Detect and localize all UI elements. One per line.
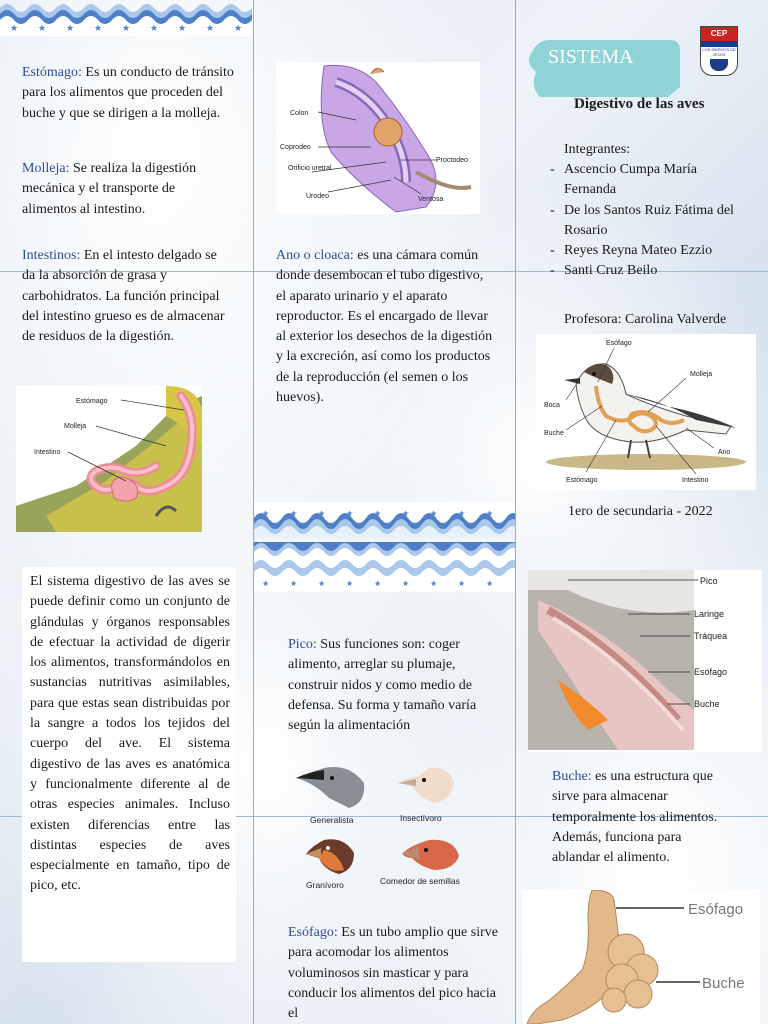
wave-border-middle-2 <box>254 542 515 592</box>
figure-label-intestino: Intestino <box>34 449 61 456</box>
cloaca-label-colon: Colon <box>290 110 309 117</box>
wave-border-middle-1 <box>254 502 515 538</box>
estomago-label: Estómago: <box>22 65 82 80</box>
bird-label-estomago: Estómago <box>566 477 598 484</box>
logo-text: CEP <box>701 27 737 41</box>
figure-label-estomago: Estómago <box>76 398 108 405</box>
estomago-paragraph <box>22 63 237 124</box>
molleja-text: Se realiza la digestión mecánica y el transporte de alimentos al intestino. <box>22 161 197 217</box>
photo-label-buche: Buche <box>694 699 720 709</box>
intro-paragraph: El sistema digestivo de las aves se puede definir como un conjunto de glándulas y órganos responsables de efectuar la actividad de digerir los alimentos, transformándolos en sustancias nutritivas asimilables, para que estas sean distribuidas por la sangre a todos los tejidos del cuerpo del ave. El sistema digestivo de las aves es anatómica y funcionalmente diferente al de otras especies animales. Incluso existen diferencias entre las distintas especies de aves especialmente en tamaño, tipo de pico, etc. <box>30 574 230 894</box>
cloaca-label-coprodeo: Coprodeo <box>280 144 311 151</box>
esofago-label: Esófago: <box>288 925 338 940</box>
bird-label-buche: Buche <box>544 430 564 437</box>
beak-label-insectivoro: Insectívoro <box>400 813 442 823</box>
esofago-paragraph <box>288 923 500 1024</box>
photo-label-pico: Pico <box>700 576 718 586</box>
crop-figure <box>522 890 760 1024</box>
molleja-paragraph <box>22 159 227 220</box>
member-item: - De los Santos Ruiz Fátima del Rosario <box>550 202 734 238</box>
school-logo <box>700 26 738 76</box>
ano-label: Ano o cloaca: <box>276 248 354 263</box>
pico-text: Sus funciones son: coger alimento, arreglar su plumaje, construir nidos y como medio de defensa. Su forma y tamaño varía según la alimentación <box>288 637 477 734</box>
subtitle: Digestivo de las aves <box>574 96 705 112</box>
fold-line-right <box>515 0 516 1024</box>
intestinos-paragraph <box>22 246 227 347</box>
beak-generalista <box>296 767 364 808</box>
beak-comedor-semillas <box>402 840 459 870</box>
beak-label-generalista: Generalista <box>310 815 354 825</box>
teacher: Profesora: Carolina Valverde <box>564 312 727 327</box>
dissection-photo-figure <box>528 570 762 752</box>
cloaca-label-ventosa: Ventosa <box>418 196 444 203</box>
member-item: - Reyes Reyna Mateo Ezzio <box>550 243 713 259</box>
bird-label-ano: Ano <box>718 449 731 456</box>
integrantes-label: Integrantes: <box>564 142 631 157</box>
ano-text: es una cámara común donde desembocan el tubo digestivo, el aparato urinario y el aparato reproductor. Es el encargado de llevar al exterior los desechos de la digestión y la excreción, así como los productos de la reproducción (el semen o los huevos). <box>276 248 493 406</box>
bird-digestive-figure <box>536 334 756 490</box>
finch-digestive-figure <box>16 386 202 532</box>
crop-label-buche: Buche <box>702 975 745 992</box>
buche-paragraph <box>552 767 732 868</box>
estomago-text: Es un conducto de tránsito para los alimentos que proceden del buche y que se dirigen a la molleja. <box>22 65 234 121</box>
cloaca-label-orificio: Orificio uretral <box>288 165 332 172</box>
beak-types-figure <box>294 758 490 892</box>
cloaca-label-urodeo: Urodeo <box>306 193 329 200</box>
intestinos-text: En el intesto delgado se da la absorción de grasa y carbohidratos. La función principal del intestino grueso es de almacenar de residuos de la digestión. <box>22 248 225 345</box>
crop-label-esofago: Esófago <box>688 901 744 918</box>
bird-label-boca: Boca <box>544 402 560 409</box>
bird-label-esofago: Esófago <box>606 340 632 347</box>
photo-label-esofago: Esófago <box>694 667 728 677</box>
beak-label-comedor-semillas: Comedor de semillas <box>380 876 460 886</box>
buche-text: es una estructura que sirve para almacenar temporalmente los alimentos. Además, funciona para ablandar el alimento. <box>552 769 718 866</box>
beak-granivoro <box>306 839 354 874</box>
photo-label-laringe: Laringe <box>694 609 725 619</box>
wave-border-top-left <box>0 0 252 36</box>
bird-label-molleja: Molleja <box>690 371 713 378</box>
pico-paragraph <box>288 635 498 736</box>
bird-label-intestino: Intestino <box>682 477 709 484</box>
molleja-label: Molleja: <box>22 161 70 176</box>
beak-label-granivoro: Granívoro <box>306 880 344 890</box>
beak-insectivoro <box>398 768 454 803</box>
member-item: - Ascencio Cumpa María Fernanda <box>550 162 697 198</box>
members-list <box>546 160 736 292</box>
pico-label: Pico: <box>288 637 317 652</box>
grade: 1ero de secundaria - 2022 <box>568 504 713 519</box>
member-item: - Santi Cruz Beilo <box>550 263 658 279</box>
cloaca-label-proctodeo: Proctodeo <box>436 157 468 164</box>
photo-label-traquea: Tráquea <box>694 631 728 641</box>
buche-label: Buche: <box>552 769 592 784</box>
title: SISTEMA <box>548 46 634 68</box>
ano-paragraph <box>276 246 494 408</box>
esofago-text: Es un tubo amplio que sirve para acomodar los alimentos voluminosos sin masticar y para conducir los alimentos del pico hacia el <box>288 925 498 1022</box>
cloaca-figure <box>276 62 480 214</box>
intestinos-label: Intestinos: <box>22 248 81 263</box>
figure-label-molleja: Molleja <box>64 423 87 430</box>
logo-small-text: LOS SIERVOS DE JESÚS <box>702 47 736 57</box>
